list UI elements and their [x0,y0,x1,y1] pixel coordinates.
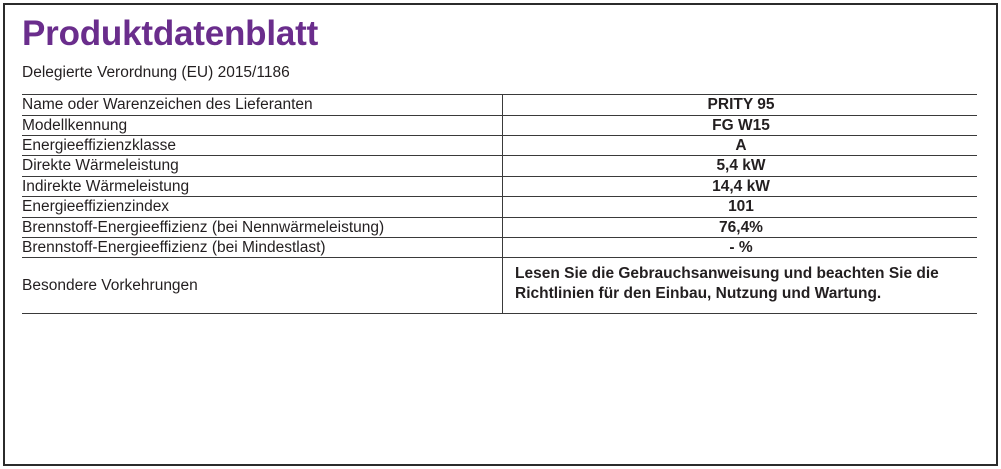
spec-label: Indirekte Wärmeleistung [22,176,503,196]
spec-label: Energieeffizienzindex [22,197,503,217]
page-title: Produktdatenblatt [22,14,319,53]
spec-value: PRITY 95 [505,95,977,115]
table-row [22,176,977,196]
document-content [22,14,977,314]
spec-value: 101 [505,197,977,217]
spec-value: - % [505,237,977,257]
table-row [22,115,977,135]
table-row [22,197,977,217]
spec-label: Modellkennung [22,115,503,135]
spec-label: Besondere Vorkehrungen [22,258,503,313]
spec-value: Lesen Sie die Gebrauchsanweisung und beachten Sie die Richtlinien für den Einbau, Nutzung und Wartung. [505,258,977,313]
regulation-reference: Delegierte Verordnung (EU) 2015/1186 [22,64,290,82]
table-row [22,156,977,176]
table-row [22,136,977,156]
table-row [22,237,977,257]
spec-value: FG W15 [505,115,977,135]
spec-label: Name oder Warenzeichen des Lieferanten [22,95,503,115]
table-row [22,95,977,115]
table-row [22,217,977,237]
spec-label: Direkte Wärmeleistung [22,156,503,176]
table-row [22,258,977,313]
spec-value: 76,4% [505,217,977,237]
spec-value: A [505,136,977,156]
spec-label: Brennstoff-Energieeffizienz (bei Mindestlast) [22,237,503,257]
spec-label: Energieeffizienzklasse [22,136,503,156]
spec-value: 5,4 kW [505,156,977,176]
spec-label: Brennstoff-Energieeffizienz (bei Nennwärmeleistung) [22,217,503,237]
spec-value: 14,4 kW [505,176,977,196]
specification-table [22,94,977,313]
